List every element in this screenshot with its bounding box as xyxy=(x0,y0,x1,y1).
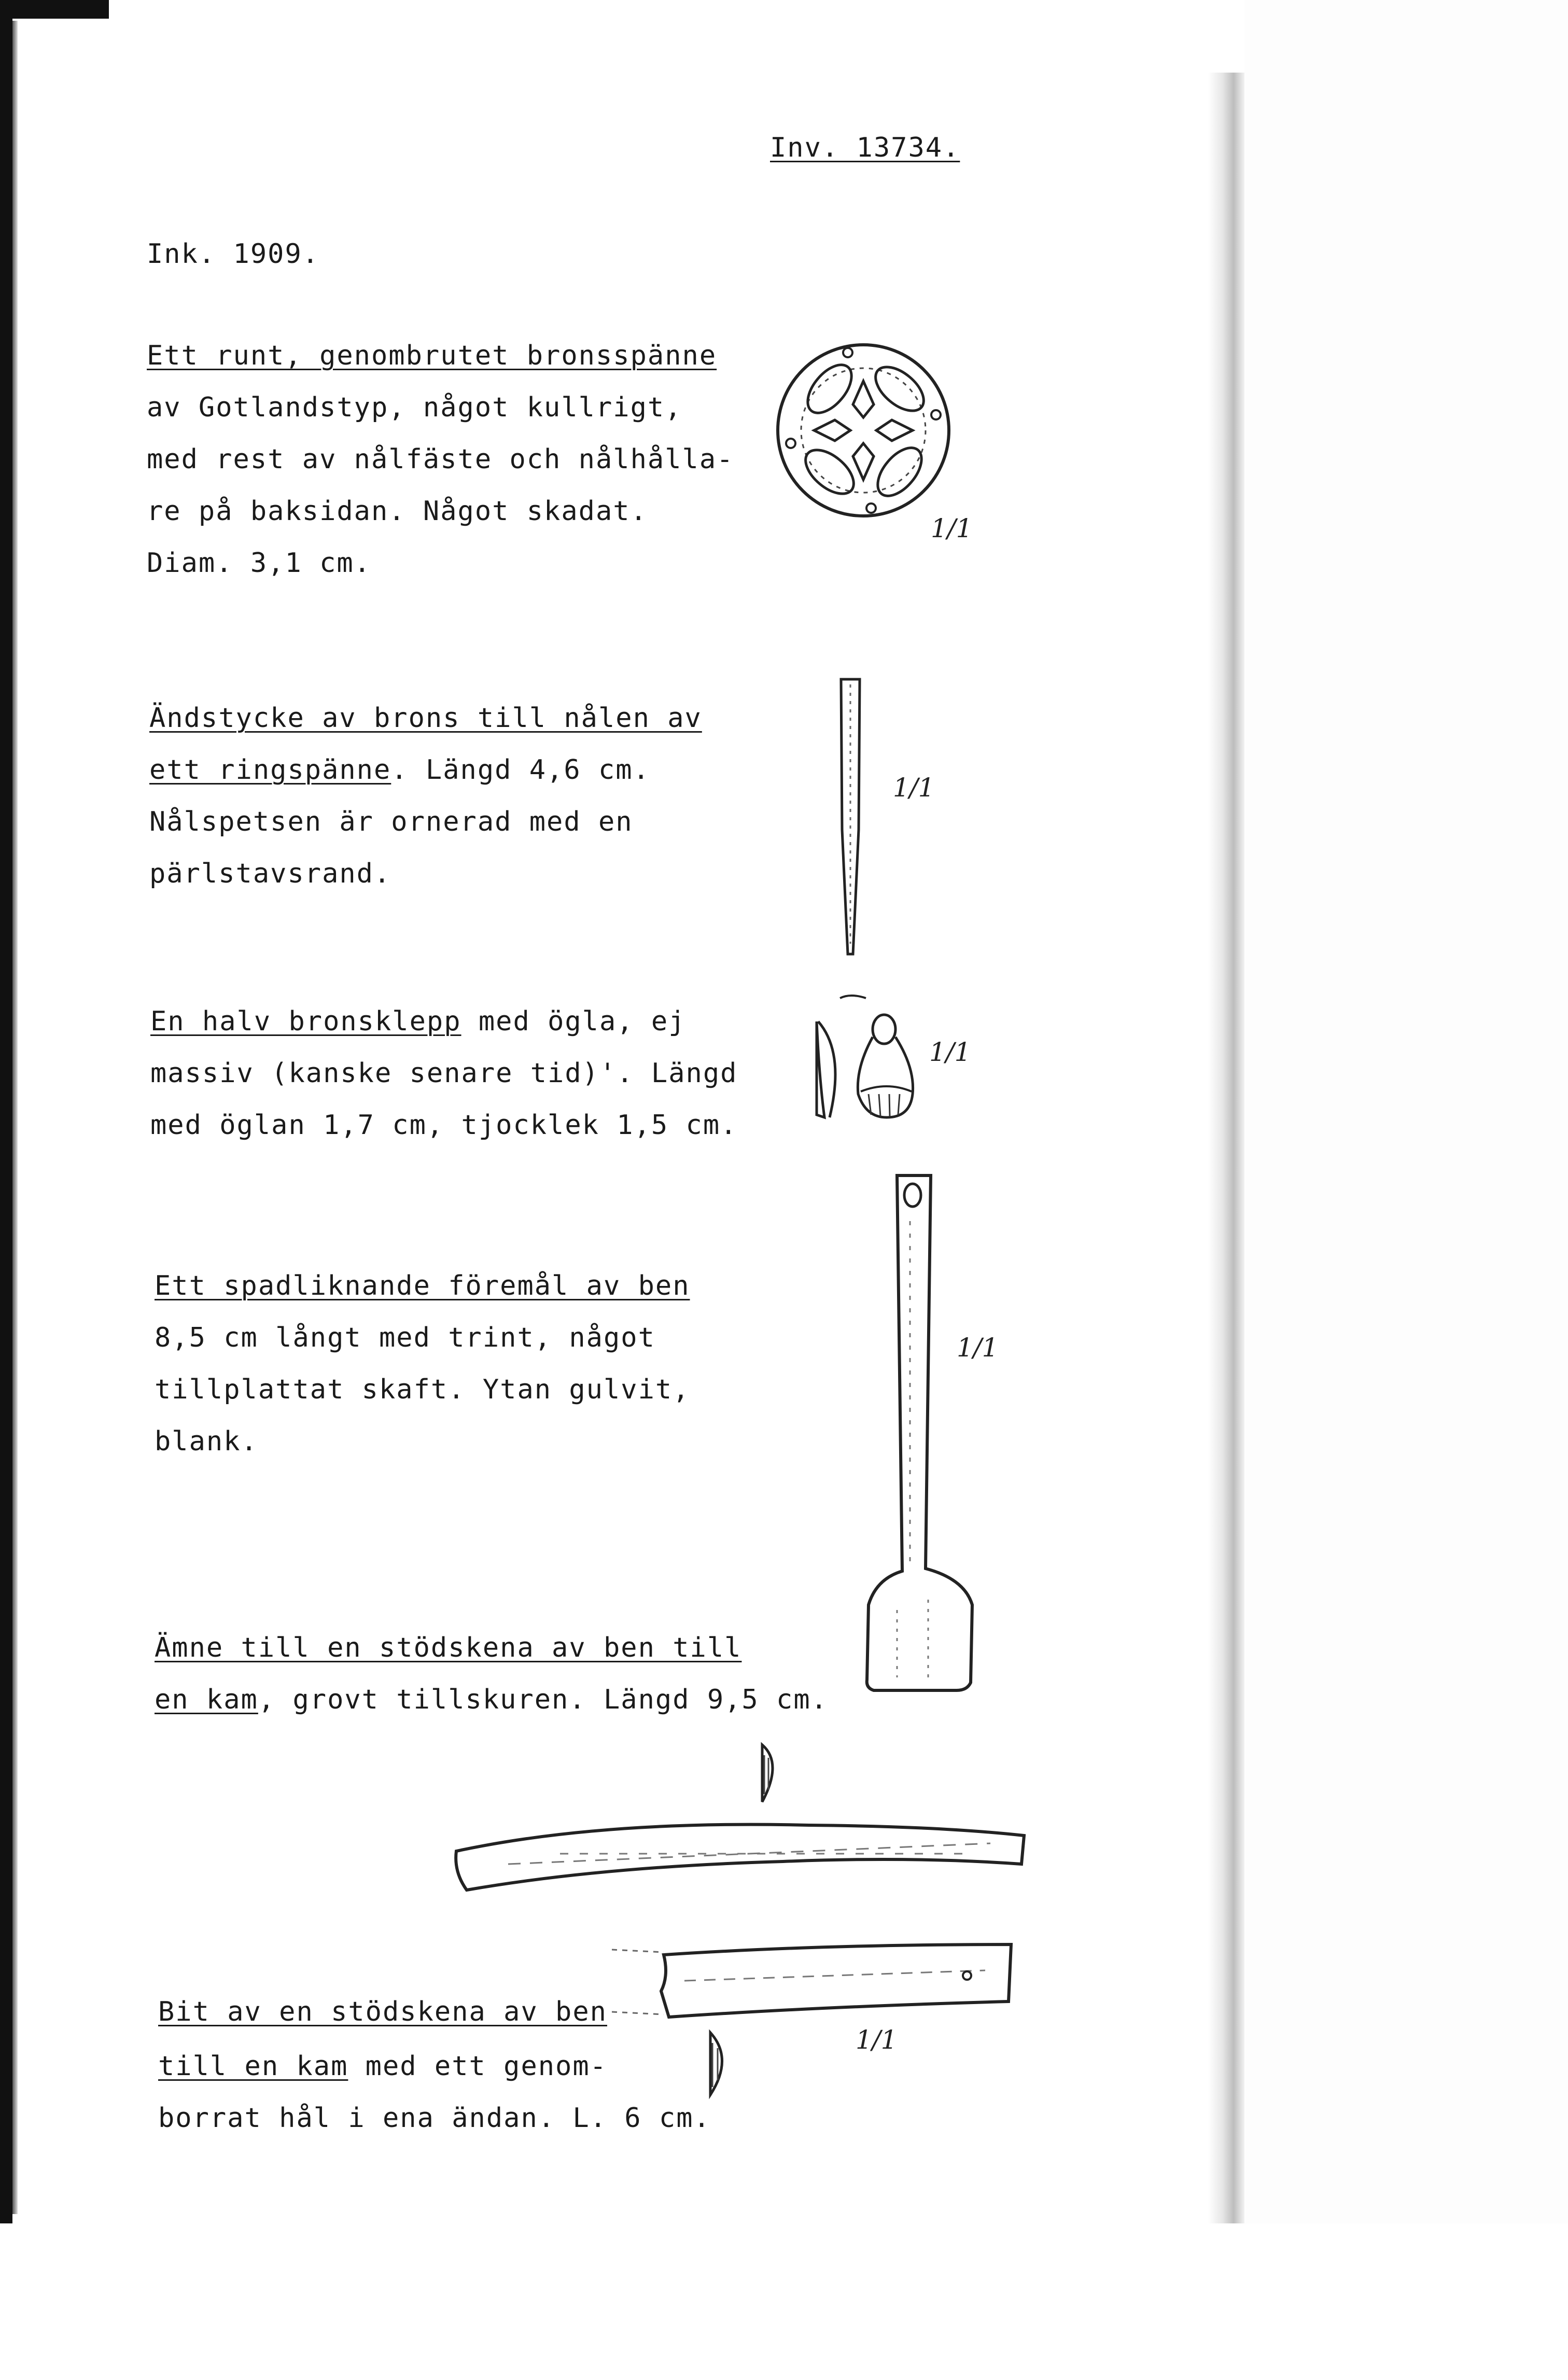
page-binding xyxy=(12,21,18,2214)
cross-section-1-drawing xyxy=(747,1732,788,1825)
entry-1-line: Diam. 3,1 cm. xyxy=(147,548,371,579)
entry-3-line: massiv (kanske senare tid)'. Längd xyxy=(150,1058,738,1089)
entry-1-scale: 1/1 xyxy=(931,513,973,543)
clapper-bell-drawing xyxy=(788,990,944,1125)
entry-2-title-line2 xyxy=(149,754,650,786)
comb-fragment-drawing xyxy=(612,1929,1016,2022)
entry-4-line: tillplattat skaft. Ytan gulvit, xyxy=(155,1374,690,1405)
brooch-drawing xyxy=(767,332,964,529)
entry-5-title-rest: , grovt tillskuren. Längd 9,5 cm. xyxy=(258,1684,828,1715)
entry-3-title-rest: med ögla, ej xyxy=(461,1006,686,1037)
entry-4-line: blank. xyxy=(155,1426,258,1457)
acquisition-year: Ink. 1909. xyxy=(147,239,320,270)
entry-1-line: re på baksidan. Något skadat. xyxy=(147,496,648,527)
scan-border xyxy=(0,0,12,2223)
entry-2-line: Nålspetsen är ornerad med en xyxy=(149,806,633,837)
spacer xyxy=(446,2375,451,2380)
entry-1-title: Ett runt, genombrutet bronsspänne xyxy=(147,340,717,371)
entry-4-scale: 1/1 xyxy=(957,1333,999,1363)
entry-6-scale: 1/1 xyxy=(856,2025,898,2055)
entry-5-title-line2 xyxy=(155,1684,828,1715)
pin-end-drawing xyxy=(830,674,871,959)
spatula-drawing xyxy=(861,1169,980,1698)
cross-section-2-drawing xyxy=(695,2022,736,2116)
scan-corner xyxy=(0,0,109,19)
entry-3-line: med öglan 1,7 cm, tjocklek 1,5 cm. xyxy=(150,1110,738,1141)
entry-2-title-rest: . Längd 4,6 cm. xyxy=(391,754,650,786)
entry-5-title: Ämne till en stödskena av ben till xyxy=(155,1632,742,1663)
book-spine-shadow xyxy=(1208,73,1244,2223)
entry-2-title-part: ett ringspänne xyxy=(149,754,391,786)
facing-page xyxy=(1244,0,1568,2223)
entry-6-line: borrat hål i ena ändan. L. 6 cm. xyxy=(158,2103,711,2134)
comb-blank-drawing xyxy=(446,1815,1032,1898)
entry-1-line: med rest av nålfäste och nålhålla- xyxy=(147,444,734,475)
entry-6-title-part: till en kam xyxy=(158,2051,348,2082)
entry-6-title: Bit av en stödskena av ben xyxy=(158,1996,607,2027)
entry-3-scale: 1/1 xyxy=(929,1037,971,1067)
entry-4-title: Ett spadliknande föremål av ben xyxy=(155,1270,690,1301)
entry-3-title-line xyxy=(150,1006,686,1037)
entry-4-line: 8,5 cm långt med trint, något xyxy=(155,1322,655,1353)
entry-2-scale: 1/1 xyxy=(893,773,935,803)
entry-1-line: av Gotlandstyp, något kullrigt, xyxy=(147,392,682,423)
entry-5-title-part: en kam xyxy=(155,1684,258,1715)
inventory-number: Inv. 13734. xyxy=(770,132,960,163)
entry-6-title-line2 xyxy=(158,2051,607,2082)
entry-3-title: En halv bronsklepp xyxy=(150,1006,461,1037)
entry-2-title: Ändstycke av brons till nålen av xyxy=(149,703,702,734)
entry-6-title-rest: med ett genom- xyxy=(348,2051,607,2082)
entry-2-line: pärlstavsrand. xyxy=(149,858,391,889)
